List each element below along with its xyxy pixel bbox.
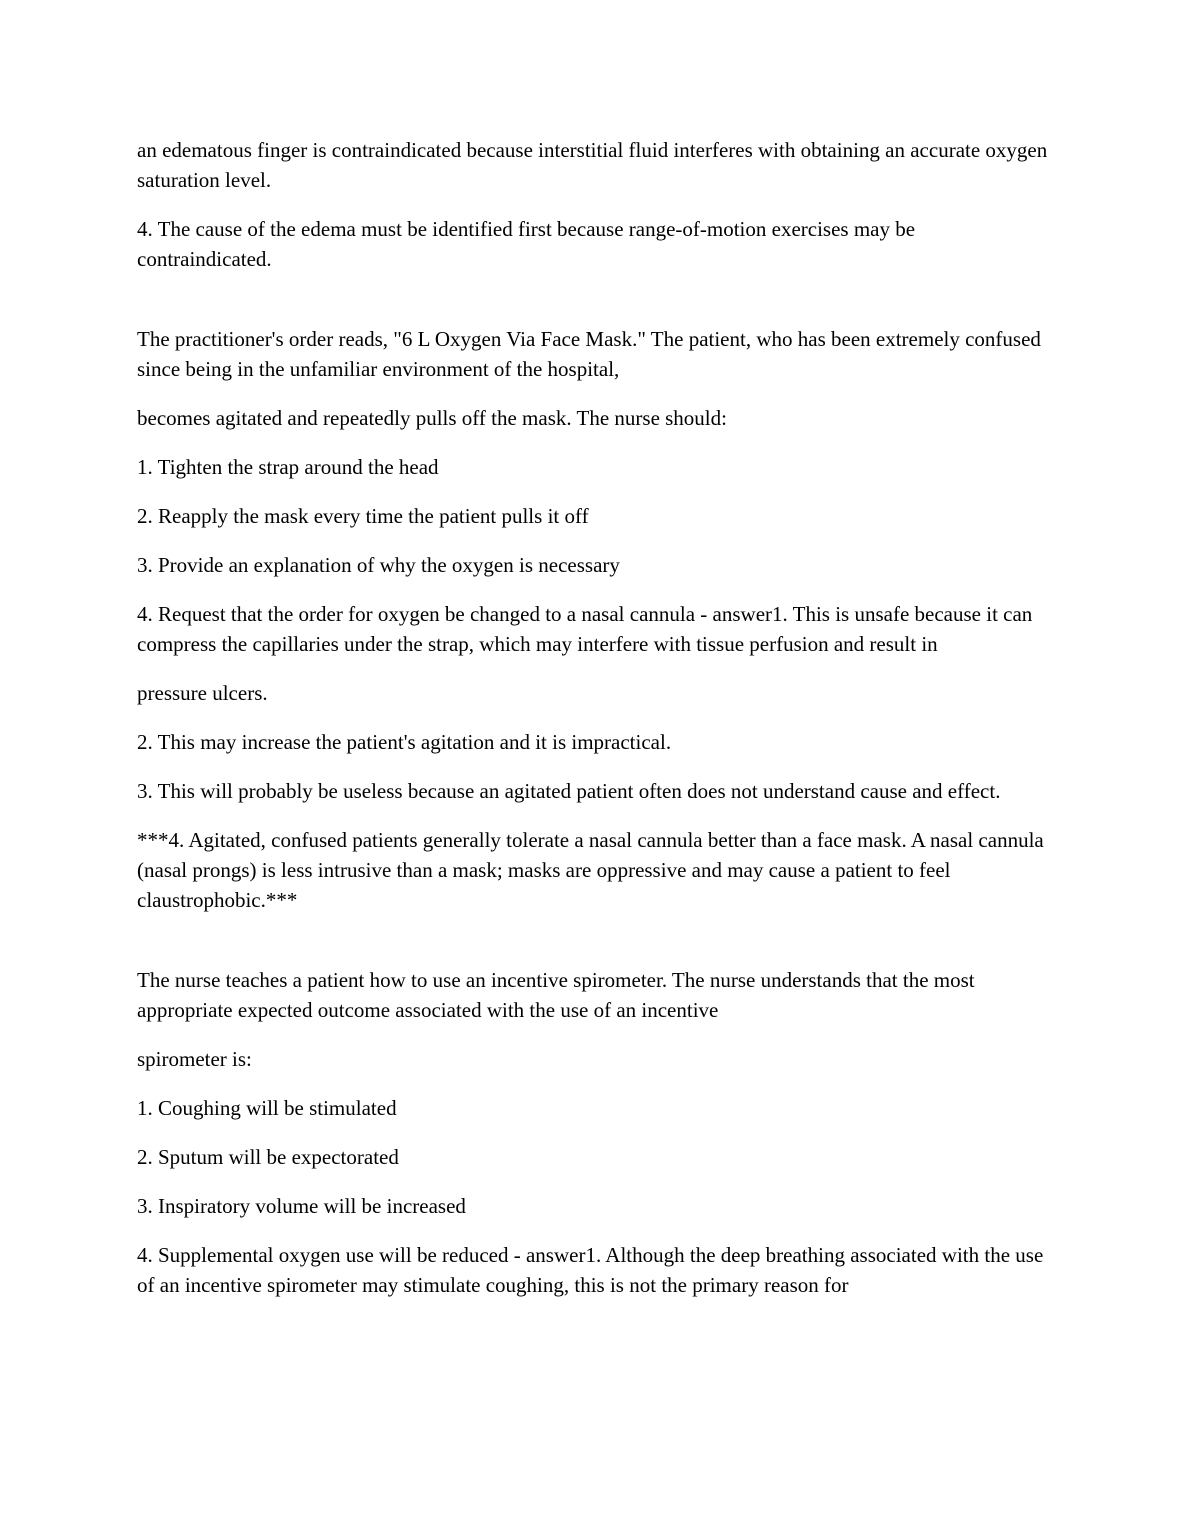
rationale-correct: ***4. Agitated, confused patients generally tolerate a nasal cannula better than a face mask. A nasal cannula (nasal prongs) is less intrusive than a mask; masks are oppressive and may cause a patient to feel claustrophobic.*** (137, 828, 1044, 912)
question-stem: The nurse teaches a patient how to use an incentive spirometer. The nurse understands that the most appropriate expected outcome associated with the use of an incentive (137, 968, 975, 1022)
answer-option: 2. Reapply the mask every time the patient pulls it off (137, 504, 589, 528)
answer-option: 4. Supplemental oxygen use will be reduced - answer1. Although the deep breathing associated with the use of an incentive spirometer may stimulate coughing, this is not the primary reason for (137, 1243, 1044, 1297)
answer-option: 3. Inspiratory volume will be increased (137, 1194, 466, 1218)
paragraph: 4. The cause of the edema must be identified first because range-of-motion exercises may be contraindicated. (137, 217, 916, 271)
rationale: pressure ulcers. (137, 681, 268, 705)
question-stem: The practitioner's order reads, "6 L Oxygen Via Face Mask." The patient, who has been extremely confused since being in the unfamiliar environment of the hospital, (137, 327, 1041, 381)
rationale: 2. This may increase the patient's agitation and it is impractical. (137, 730, 672, 754)
question-stem: spirometer is: (137, 1047, 252, 1071)
paragraph: an edematous finger is contraindicated because interstitial fluid interferes with obtaining an accurate oxygen saturation level. (137, 138, 1048, 192)
rationale: 3. This will probably be useless because an agitated patient often does not understand cause and effect. (137, 779, 1001, 803)
answer-option: 1. Coughing will be stimulated (137, 1096, 397, 1120)
answer-option: 3. Provide an explanation of why the oxygen is necessary (137, 553, 620, 577)
answer-option: 2. Sputum will be expectorated (137, 1145, 399, 1169)
question-stem: becomes agitated and repeatedly pulls off the mask. The nurse should: (137, 406, 727, 430)
answer-option: 1. Tighten the strap around the head (137, 455, 439, 479)
document-page (137, 135, 1052, 1319)
answer-option: 4. Request that the order for oxygen be changed to a nasal cannula - answer1. This is unsafe because it can compress the capillaries under the strap, which may interfere with tissue perfusion and result in (137, 602, 1033, 656)
